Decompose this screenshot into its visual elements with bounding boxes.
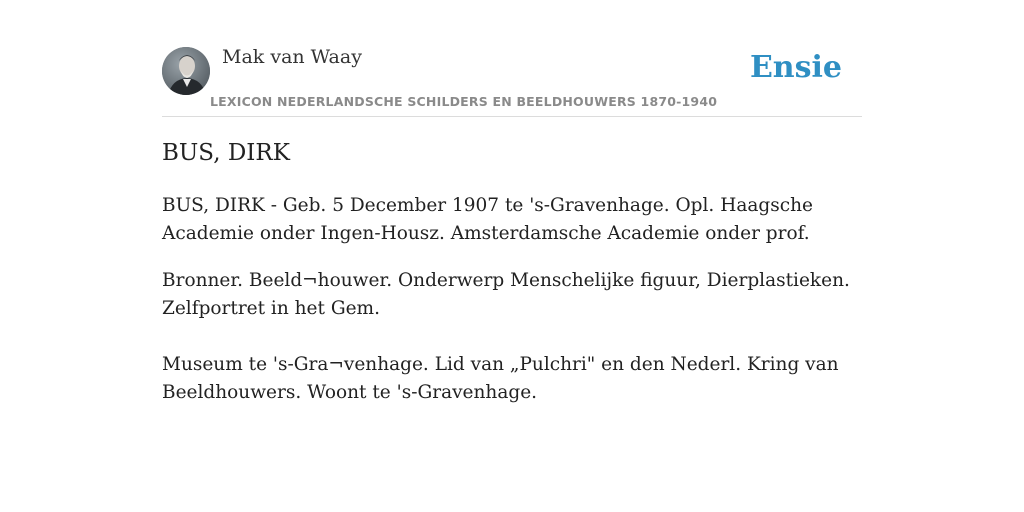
page — [162, 0, 862, 512]
article-paragraph: BUS, DIRK - Geb. 5 December 1907 te 's-Gravenhage. Opl. Haagsche Academie onder Ingen-Housz. Amsterdamsche Academie onder prof. — [162, 195, 813, 244]
article-paragraph: Bronner. Beeld¬houwer. Onderwerp Menschelijke figuur, Dierplastieken. Zelfportret in het Gem. — [162, 270, 850, 319]
article-title: BUS, DIRK — [162, 140, 290, 166]
portrait-icon — [162, 47, 210, 95]
author-avatar[interactable] — [162, 47, 210, 95]
brand-logo[interactable]: Ensie — [749, 50, 842, 85]
source-title[interactable]: LEXICON NEDERLANDSCHE SCHILDERS EN BEELDHOUWERS 1870-1940 — [210, 94, 718, 109]
article-paragraph: Museum te 's-Gra¬venhage. Lid van „Pulchri" en den Nederl. Kring van Beeldhouwers. Woont te 's-Gravenhage. — [162, 354, 839, 403]
author-name[interactable]: Mak van Waay — [222, 46, 362, 68]
header — [162, 0, 862, 117]
